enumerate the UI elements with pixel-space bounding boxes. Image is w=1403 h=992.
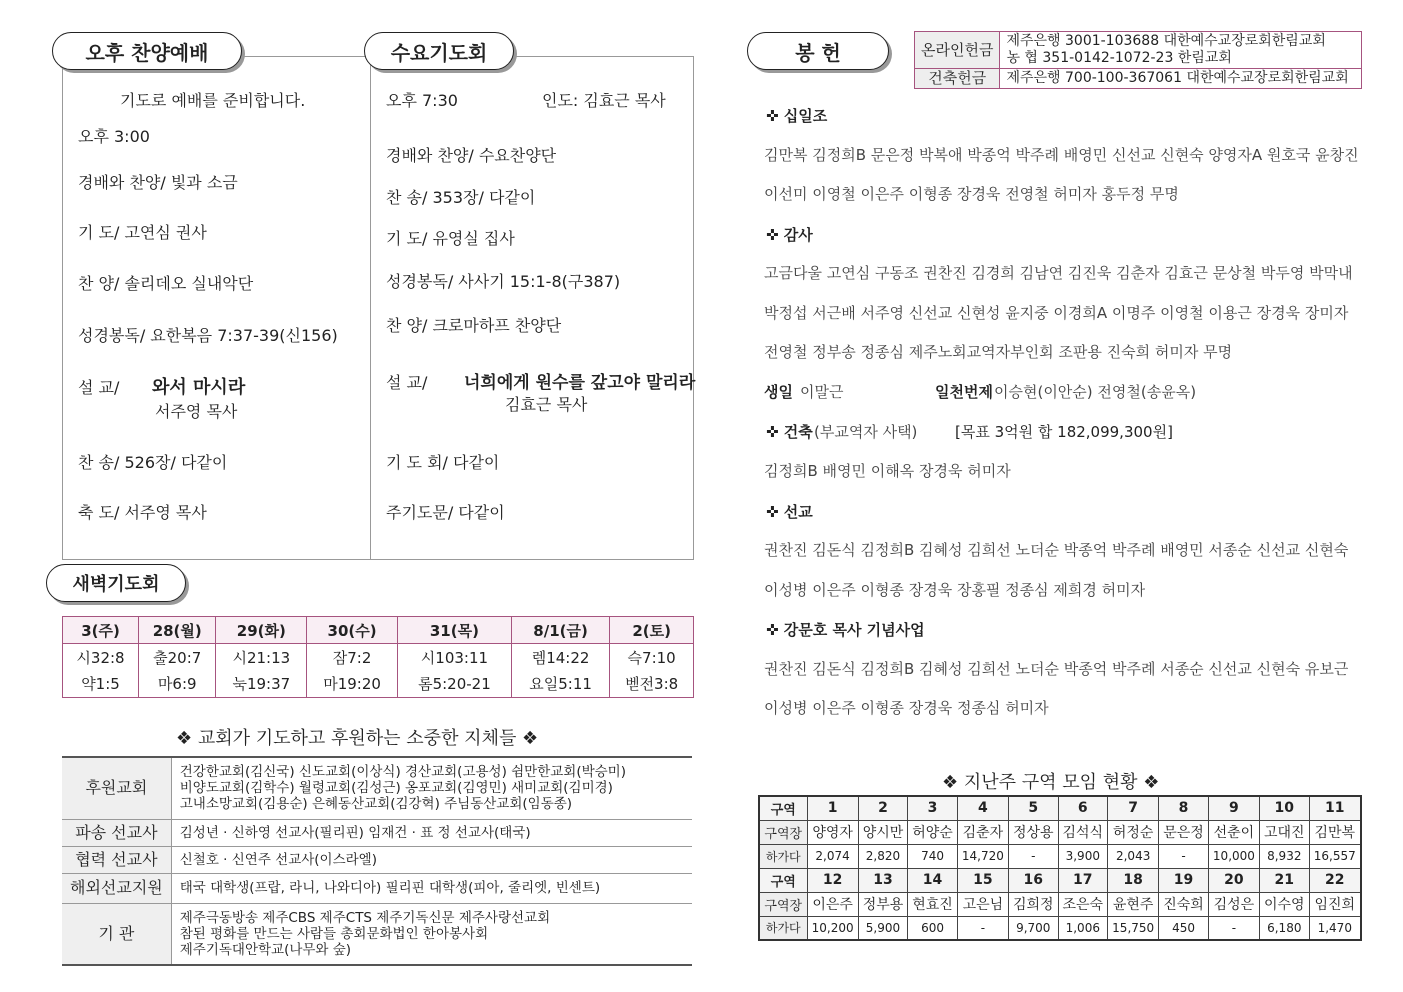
building-goal: [목표 3억원 합 182,099,300원] <box>955 423 1173 441</box>
group-count: - <box>1208 916 1259 940</box>
afternoon-item: 경배와 찬양/ 빛과 소금 <box>78 173 238 192</box>
group-count: 14,720 <box>957 844 1008 868</box>
dawn-day: 2(토) <box>610 617 694 644</box>
building-offering-label: 건축헌금 <box>915 69 1000 89</box>
wednesday-item: 성경봉독/ 사사기 15:1-8(구387) <box>386 272 621 291</box>
building-note: (부교역자 사택) <box>814 423 918 441</box>
online-offering-label: 온라인헌금 <box>915 32 1000 69</box>
afternoon-benediction: 축 도/ 서주영 목사 <box>78 503 207 522</box>
support-label: 해외선교지원 <box>62 873 171 903</box>
dawn-verse: 렘14:22 <box>511 644 609 671</box>
support-line: 김성년 · 신하영 선교사(필리핀) 임재건 · 표 정 선교사(태국) <box>179 824 531 841</box>
group-leader: 김만복 <box>1309 820 1361 844</box>
mission-heading: ✜ 선교 <box>766 503 813 521</box>
group-leader: 고대진 <box>1260 820 1310 844</box>
group-leader: 이수영 <box>1260 892 1310 916</box>
afternoon-item: 기 도/ 고연심 권사 <box>78 223 207 242</box>
group-number: 7 <box>1108 796 1159 820</box>
thanks-names: 전영철 정부송 정종심 제주노회교역자부인회 조판용 진숙희 허미자 무명 <box>764 343 1233 361</box>
first-fruit-heading: 일천번제 <box>935 383 993 401</box>
group-count: 1,470 <box>1309 916 1361 940</box>
dawn-schedule-table <box>62 616 694 698</box>
mission-names: 이성병 이은주 이형종 장경욱 장홍필 정종심 제희경 허미자 <box>764 581 1146 599</box>
memorial-heading: ✜ 강문호 목사 기념사업 <box>766 621 925 639</box>
afternoon-title: 오후 찬양예배 <box>52 32 242 70</box>
offering-title: 봉 헌 <box>747 32 889 70</box>
group-count: 16,557 <box>1309 844 1361 868</box>
dawn-verse: 출20:7 <box>139 644 216 671</box>
group-leader: 김희정 <box>1009 892 1059 916</box>
group-leader: 정부용 <box>858 892 908 916</box>
dawn-verse: 마6:9 <box>139 671 216 698</box>
support-label: 파송 선교사 <box>62 819 171 846</box>
group-leader: 정상용 <box>1009 820 1059 844</box>
group-area-label: 구역 <box>759 796 807 820</box>
bank-account-table <box>914 31 1362 89</box>
group-leader: 이은주 <box>807 892 858 916</box>
group-leader: 문은정 <box>1159 820 1209 844</box>
group-count: 15,750 <box>1108 916 1159 940</box>
group-number: 2 <box>858 796 908 820</box>
dawn-verse: 시32:8 <box>63 644 139 671</box>
online-account-line: 제주은행 3001-103688 대한예수교장로회한림교회 <box>1006 33 1326 49</box>
group-count: 3,900 <box>1058 844 1108 868</box>
support-line: 태국 대학생(프랍, 라니, 나와디아) 필리핀 대학생(피아, 줄리엣, 빈센트) <box>179 880 601 896</box>
thanks-names: 고금다울 고연심 구동조 권찬진 김경희 김남연 김진욱 김춘자 김효근 문상철 박두영 박막내 <box>764 264 1353 282</box>
group-number: 20 <box>1208 868 1259 892</box>
group-count: 8,932 <box>1260 844 1310 868</box>
building-names: 김정희B 배영민 이해옥 장경욱 허미자 <box>764 462 1011 480</box>
dawn-day: 29(화) <box>216 617 307 644</box>
group-leader: 선춘이 <box>1208 820 1259 844</box>
wednesday-lords-prayer: 주기도문/ 다같이 <box>386 503 505 522</box>
dawn-title: 새벽기도회 <box>46 564 186 602</box>
wednesday-sermon-preacher: 김효근 목사 <box>505 395 588 414</box>
afternoon-time: 오후 3:00 <box>78 127 150 146</box>
group-number: 1 <box>807 796 858 820</box>
dawn-verse: 눅19:37 <box>216 671 307 698</box>
dawn-day: 31(목) <box>397 617 511 644</box>
dawn-day: 3(주) <box>63 617 139 644</box>
group-number: 14 <box>908 868 958 892</box>
wednesday-item: 기 도/ 유영실 집사 <box>386 229 515 248</box>
dawn-verse: 약1:5 <box>63 671 139 698</box>
building-account-line: 제주은행 700-100-367061 대한예수교장로회한림교회 <box>1000 69 1362 89</box>
support-title: ❖ 교회가 기도하고 후원하는 소중한 지체들 ❖ <box>176 728 539 749</box>
group-leader: 임진희 <box>1309 892 1361 916</box>
group-count: 740 <box>908 844 958 868</box>
group-count-label: 하가다 <box>759 916 807 940</box>
group-number: 13 <box>858 868 908 892</box>
group-leader: 허양순 <box>908 820 958 844</box>
group-count: 9,700 <box>1009 916 1059 940</box>
group-leader-label: 구역장 <box>759 892 807 916</box>
group-number: 5 <box>1009 796 1059 820</box>
group-number: 12 <box>807 868 858 892</box>
afternoon-sermon-label: 설 교/ <box>78 378 120 397</box>
group-leader: 양시만 <box>858 820 908 844</box>
worship-box <box>62 56 694 560</box>
group-number: 3 <box>908 796 958 820</box>
wednesday-time: 오후 7:30 <box>386 91 458 110</box>
afternoon-intro: 기도로 예배를 준비합니다. <box>120 91 306 110</box>
group-count: 10,200 <box>807 916 858 940</box>
wednesday-item: 찬 송/ 353장/ 다같이 <box>386 188 536 207</box>
groups-title: ❖ 지난주 구역 모임 현황 ❖ <box>942 772 1160 793</box>
group-number: 18 <box>1108 868 1159 892</box>
dawn-verse: 슥7:10 <box>610 644 694 671</box>
tithe-names: 이선미 이영철 이은주 이형종 장경욱 전영철 허미자 홍두정 무명 <box>764 185 1179 203</box>
group-number: 6 <box>1058 796 1108 820</box>
group-number: 19 <box>1159 868 1209 892</box>
group-count: 2,074 <box>807 844 858 868</box>
birthday-heading: 생일 <box>764 383 793 401</box>
dawn-verse: 롬5:20-21 <box>397 671 511 698</box>
building-heading: ✜ 건축 <box>766 423 813 441</box>
support-label: 협력 선교사 <box>62 846 171 873</box>
afternoon-item: 성경봉독/ 요한복음 7:37-39(신156) <box>78 326 338 345</box>
support-label: 기 관 <box>62 903 171 965</box>
group-number: 17 <box>1058 868 1108 892</box>
wednesday-title: 수요기도회 <box>364 32 514 70</box>
groups-table <box>758 795 1362 941</box>
group-count: - <box>1159 844 1209 868</box>
group-area-label: 구역 <box>759 868 807 892</box>
group-count: 450 <box>1159 916 1209 940</box>
group-leader: 김춘자 <box>957 820 1008 844</box>
dawn-verse: 마19:20 <box>307 671 398 698</box>
dawn-verse: 벧전3:8 <box>610 671 694 698</box>
wednesday-leader: 인도: 김효근 목사 <box>542 91 666 110</box>
group-number: 16 <box>1009 868 1059 892</box>
support-line: 비양도교회(김학수) 월령교회(김성근) 옹포교회(김영민) 새미교회(김미경) <box>179 780 613 797</box>
wednesday-prayer-meeting: 기 도 회/ 다같이 <box>386 453 500 472</box>
group-count: 10,000 <box>1208 844 1259 868</box>
support-line: 제주극동방송 제주CBS 제주CTS 제주기독신문 제주사랑선교회 <box>179 909 551 926</box>
group-count: 2,043 <box>1108 844 1159 868</box>
group-number: 4 <box>957 796 1008 820</box>
group-leader: 현효진 <box>908 892 958 916</box>
dawn-verse: 시21:13 <box>216 644 307 671</box>
afternoon-sermon-title: 와서 마시라 <box>152 377 246 398</box>
mission-names: 권찬진 김돈식 김정희B 김혜성 김희선 노더순 박종억 박주례 배영민 서종순 신선교 신현숙 <box>764 541 1349 559</box>
group-leader: 양영자 <box>807 820 858 844</box>
support-table <box>62 756 692 966</box>
group-leader: 진숙희 <box>1159 892 1209 916</box>
group-leader: 허정순 <box>1108 820 1159 844</box>
thanks-names: 박정섭 서근배 서주영 신선교 신현성 윤지중 이경희A 이명주 이영철 이용근 장경욱 장미자 <box>764 304 1349 322</box>
wednesday-sermon-title: 너희에게 원수를 갚고야 말리라 <box>464 373 696 393</box>
wednesday-sermon-label: 설 교/ <box>386 373 428 392</box>
wednesday-item: 경배와 찬양/ 수요찬양단 <box>386 146 557 165</box>
group-leader: 김석식 <box>1058 820 1108 844</box>
birthday-names: 이말근 <box>800 383 844 401</box>
afternoon-sermon-preacher: 서주영 목사 <box>155 402 238 421</box>
support-line: 신철호 · 신연주 선교사(이스라엘) <box>179 851 377 868</box>
group-count: - <box>1009 844 1059 868</box>
tithe-heading: ✜ 십일조 <box>766 107 828 125</box>
group-count: 6,180 <box>1260 916 1310 940</box>
group-count: 600 <box>908 916 958 940</box>
group-leader: 김성은 <box>1208 892 1259 916</box>
support-line: 참된 평화를 만드는 사람들 총회문화법인 한아봉사회 <box>179 925 489 942</box>
support-line: 건강한교회(김신국) 신도교회(이상식) 경산교회(고용성) 쉼만한교회(박승미) <box>179 764 626 781</box>
support-line: 고내소망교회(김용순) 은혜동산교회(김강혁) 주님동산교회(임동종) <box>179 796 573 813</box>
tithe-names: 김만복 김정희B 문은정 박복애 박종억 박주례 배영민 신선교 신현숙 양영자A 원호국 윤창진 <box>764 146 1359 164</box>
group-leader: 조은숙 <box>1058 892 1108 916</box>
group-count: 5,900 <box>858 916 908 940</box>
online-account-line: 농 협 351-0142-1072-23 한림교회 <box>1006 50 1232 66</box>
group-count-label: 하가다 <box>759 844 807 868</box>
group-number: 22 <box>1309 868 1361 892</box>
group-number: 15 <box>957 868 1008 892</box>
group-leader: 고은님 <box>957 892 1008 916</box>
support-line: 제주기독대안학교(나무와 숲) <box>179 941 352 958</box>
dawn-day: 28(월) <box>139 617 216 644</box>
memorial-names: 권찬진 김돈식 김정희B 김혜성 김희선 노더순 박종억 박주례 서종순 신선교 신현숙 유보근 <box>764 660 1349 678</box>
group-number: 21 <box>1260 868 1310 892</box>
thanks-heading: ✜ 감사 <box>766 226 813 244</box>
group-count: 1,006 <box>1058 916 1108 940</box>
group-count: 2,820 <box>858 844 908 868</box>
dawn-verse: 시103:11 <box>397 644 511 671</box>
memorial-names: 이성병 이은주 이형종 장경욱 정종심 허미자 <box>764 699 1049 717</box>
group-leader: 윤현주 <box>1108 892 1159 916</box>
group-number: 11 <box>1309 796 1361 820</box>
group-count: - <box>957 916 1008 940</box>
first-fruit-names: 이승현(이안순) 전영철(송윤옥) <box>994 383 1197 401</box>
dawn-verse: 요일5:11 <box>511 671 609 698</box>
group-number: 10 <box>1260 796 1310 820</box>
group-number: 8 <box>1159 796 1209 820</box>
dawn-day: 30(수) <box>307 617 398 644</box>
afternoon-hymn: 찬 송/ 526장/ 다같이 <box>78 453 228 472</box>
dawn-verse: 잠7:2 <box>307 644 398 671</box>
group-number: 9 <box>1208 796 1259 820</box>
support-label: 후원교회 <box>62 757 171 819</box>
group-leader-label: 구역장 <box>759 820 807 844</box>
dawn-day: 8/1(금) <box>511 617 609 644</box>
worship-divider <box>370 56 371 560</box>
afternoon-item: 찬 양/ 솔리데오 실내악단 <box>78 274 254 293</box>
wednesday-item: 찬 양/ 크로마하프 찬양단 <box>386 316 562 335</box>
